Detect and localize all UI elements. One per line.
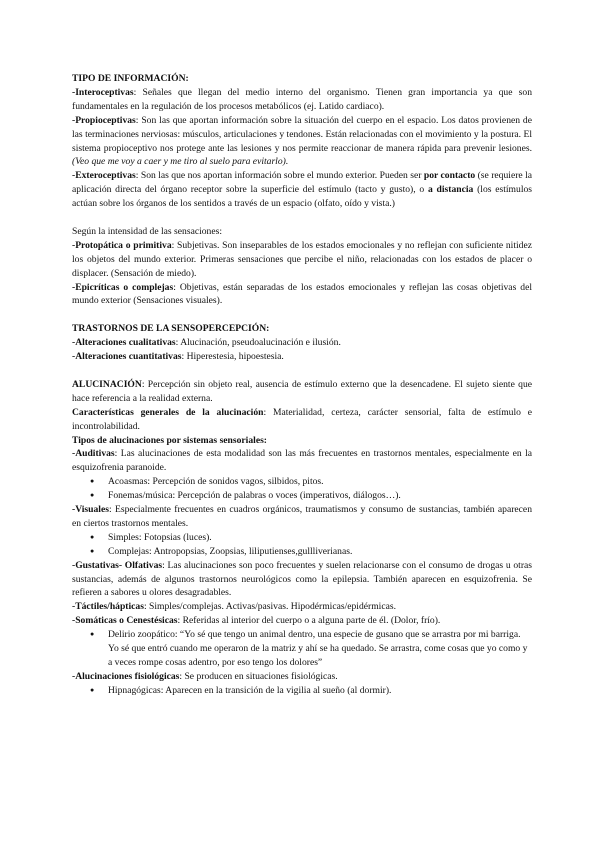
- term-cualitativas: -Alteraciones cualitativas: [72, 337, 176, 349]
- term-por-contacto: por contacto: [423, 170, 476, 182]
- list-item: ● Complejas: Antropopsias, Zoopsias, liliputienses,gullliverianas.: [108, 545, 532, 559]
- term-tactiles: -Táctiles/hápticas: [72, 601, 144, 613]
- text-exteroceptivas-1: : Son las que nos aportan información sobre el mundo exterior. Pueden ser: [135, 170, 424, 182]
- paragraph-alucinacion: [72, 378, 532, 406]
- list-somaticas: [72, 628, 532, 670]
- text-visuales: : Especialmente frecuentes en cuadros orgánicos, traumatismos y consumo de sustancias, también aparecen en ciertos trastornos mentales.: [72, 504, 532, 529]
- text-cualitativas: : Alucinación, pseudoalucinación e ilusión.: [175, 337, 341, 349]
- term-exteroceptivas: -Exteroceptivas: [72, 170, 136, 182]
- paragraph-caracteristicas: [72, 406, 532, 434]
- section-title-trastornos: TRASTORNOS DE LA SENSOPERCEPCIÓN:: [72, 323, 270, 335]
- paragraph-somaticas: [72, 614, 532, 628]
- paragraph-tactiles: [72, 600, 532, 614]
- text-exteroceptivas-2: (se requiere la aplicación directa del órgano receptor sobre la superficie del estímulo (tacto y gusto), o: [72, 170, 533, 196]
- list-visuales: [72, 531, 532, 559]
- paragraph-fisiologicas: [72, 670, 532, 684]
- text-gustativas: : Las alucinaciones son poco frecuentes y suelen relacionarse con el consumo de drogas u otras sustancias, además de algunos trastornos neurológicos como la epilepsia. También aparecen en esquizofrenia. Se refieren a sabores u olores desagradables.: [72, 559, 533, 599]
- paragraph-exteroceptivas: [72, 169, 532, 211]
- intro-intensidad: Según la intensidad de las sensaciones:: [72, 225, 223, 237]
- text-auditivas: : Las alucinaciones de esta modalidad son las más frecuentes en trastornos mentales, especialmente en la esquizofrenia paranoide.: [72, 448, 532, 474]
- example-propioceptivas: (Veo que me voy a caer y me tiro al suelo para evitarlo).: [72, 156, 289, 168]
- list-item: ● Fonemas/música: Percepción de palabras o voces (imperativos, diálogos…).: [108, 489, 532, 503]
- paragraph-interoceptivas: [72, 86, 532, 114]
- paragraph-cualitativas: [72, 336, 532, 350]
- text-caracteristicas: : Materialidad, certeza, carácter sensorial, falta de estímulo e incontrolabilidad.: [72, 406, 533, 432]
- term-protopatica: -Protopática o primitiva: [72, 239, 172, 251]
- paragraph-cuantitativas: [72, 350, 532, 364]
- text-tactiles: : Simples/complejas. Activas/pasivas. Hipodérmicas/epidérmicas.: [143, 601, 396, 613]
- term-auditivas: -Auditivas: [72, 448, 115, 460]
- text-alucinacion: : Percepción sin objeto real, ausencia de estímulo externo que la desencadene. El sujeto siente que hace referencia a la realidad externa.: [72, 378, 532, 404]
- term-cuantitativas: -Alteraciones cuantitativas: [72, 351, 182, 363]
- text-fisiologicas: : Se producen en situaciones fisiológicas.: [179, 670, 338, 682]
- paragraph-propioceptivas: [72, 114, 532, 170]
- text-protopatica: : Subjetivas. Son inseparables de los estados emocionales y no reflejan con suficiente nitidez los objetos del mundo exterior. Primeras sensaciones que percibe el niño, relacionadas con los estados de placer o displacer. (Sensación de miedo).: [72, 239, 532, 279]
- paragraph-gustativas: [72, 559, 532, 601]
- spacer: [72, 364, 532, 378]
- term-epicriticas: -Epicríticas o complejas: [72, 281, 174, 293]
- term-propioceptivas: -Propioceptivas: [72, 114, 136, 126]
- spacer: [72, 308, 532, 322]
- text-somaticas: : Referidas al interior del cuerpo o a alguna parte de él. (Dolor, frío).: [177, 615, 441, 627]
- text-exteroceptivas-3: (los estímulos actúan sobre los órganos de los sentidos a través de un espacio (olfato, oído y vista.): [72, 184, 533, 210]
- paragraph-epicriticas: [72, 281, 532, 309]
- spacer: [72, 211, 532, 225]
- list-item: ● Acoasmas: Percepción de sonidos vagos, silbidos, pitos.: [108, 475, 532, 489]
- document-page: [72, 72, 532, 698]
- paragraph-protopatica: [72, 239, 532, 281]
- term-visuales: -Visuales: [72, 504, 109, 516]
- text-epicriticas: : Objetivas, están separadas de los estados emocionales y reflejan las cosas objetivas del mundo exterior (Sensaciones visuales).: [72, 281, 532, 307]
- list-auditivas: [72, 475, 532, 503]
- list-fisiologicas: [72, 684, 532, 698]
- term-alucinacion: ALUCINACIÓN: [72, 378, 142, 390]
- paragraph-auditivas: [72, 447, 532, 475]
- text-cuantitativas: : Hiperestesia, hipoestesia.: [181, 351, 284, 363]
- list-item: ● Hipnagógicas: Aparecen en la transición de la vigilia al sueño (al dormir).: [108, 684, 532, 698]
- section-title-tipo-informacion: TIPO DE INFORMACIÓN:: [72, 73, 189, 84]
- term-interoceptivas: -Interoceptivas: [72, 86, 134, 98]
- term-gustativas: -Gustativas- Olfativas: [72, 559, 163, 571]
- list-item: ● Delirio zoopático: “Yo sé que tengo un animal dentro, una especie de gusano que se arrastra por mi barriga. Yo sé que entró cuando me operaron de la matriz y ahí se ha quedado. Se arrastra, come cosas que yo como y a veces rompe cosas adentro, por eso tengo los dolores”: [108, 628, 532, 670]
- list-item: ● Simples: Fotopsias (luces).: [108, 531, 532, 545]
- term-a-distancia: a distancia: [427, 184, 474, 196]
- term-somaticas: -Somáticas o Cenestésicas: [72, 615, 178, 627]
- term-fisiologicas: -Alucinaciones fisiológicas: [72, 670, 180, 682]
- text-propioceptivas: : Son las que aportan información sobre la situación del cuerpo en el espacio. Los datos provienen de las terminaciones nerviosas: músculos, articulaciones y tendones. Están relacionadas con el movimiento y la postura. El sistema propioceptivo nos protege ante las lesiones y nos permite reaccionar de manera rápida para prevenir lesiones.: [72, 114, 532, 154]
- term-caracteristicas: Características generales de la alucinación: [72, 406, 264, 418]
- paragraph-visuales: [72, 503, 532, 531]
- subtitle-tipos-alucinaciones: Tipos de alucinaciones por sistemas sensoriales:: [72, 434, 267, 446]
- text-interoceptivas: : Señales que llegan del medio interno del organismo. Tienen gran importancia ya que son fundamentales en la regulación de los procesos metabólicos (ej. Latido cardiaco).: [72, 86, 532, 112]
